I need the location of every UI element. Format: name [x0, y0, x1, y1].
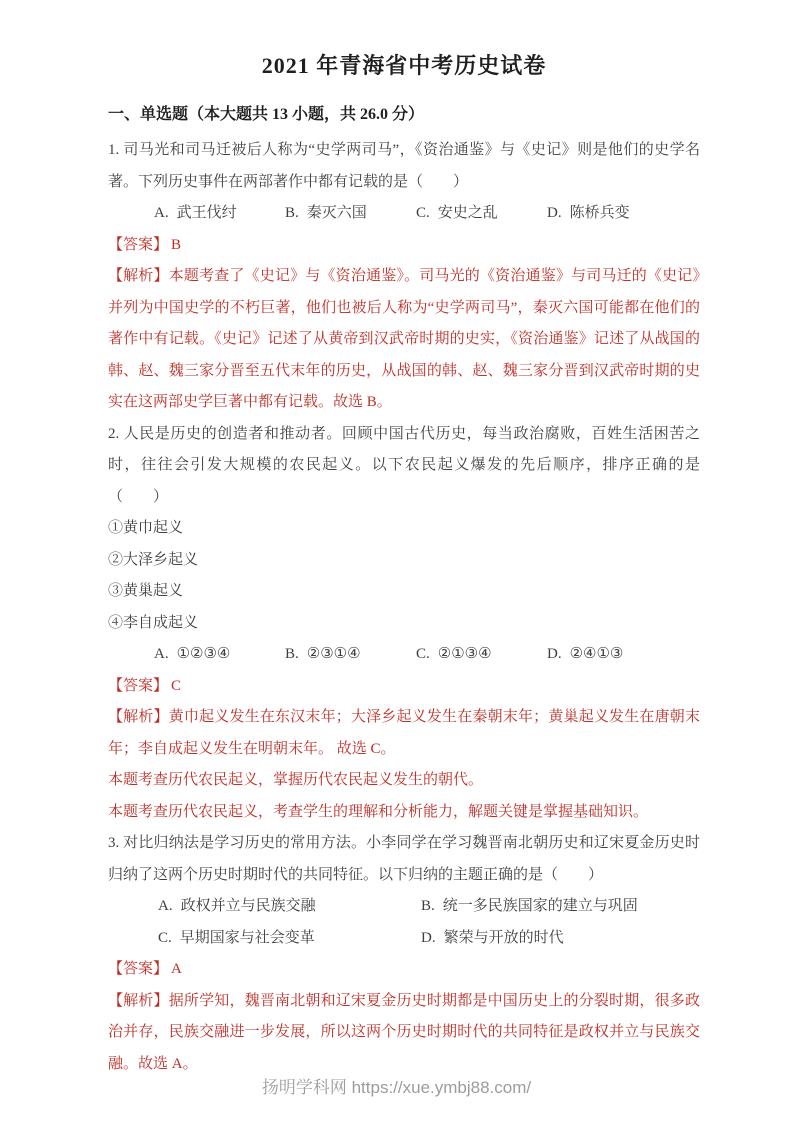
option-text: 统一多民族国家的建立与巩固	[442, 898, 638, 915]
question-block-1	[108, 135, 700, 419]
question-1-options	[108, 198, 700, 230]
option-text: 安史之乱	[437, 205, 498, 222]
question-3-answer	[108, 954, 700, 986]
question-2-option-d	[547, 639, 623, 671]
option-label: D.	[547, 646, 562, 663]
question-1-option-c	[416, 198, 547, 230]
option-text: ①②③④	[176, 646, 231, 663]
question-3-option-d	[421, 923, 700, 955]
question-2-item-3: ③黄巢起义	[108, 583, 184, 600]
footer-site-name: 扬明学科网	[261, 1078, 347, 1097]
analysis-label: 【解析】	[108, 709, 169, 726]
option-text: 陈桥兵变	[569, 205, 630, 222]
question-block-2	[108, 419, 700, 829]
question-3-options	[108, 891, 700, 954]
option-label: D.	[547, 205, 562, 222]
footer-link[interactable]: https://xue.ymbj88.com/	[351, 1078, 532, 1097]
option-label: C.	[416, 646, 430, 663]
option-text: 早期国家与社会变革	[179, 929, 315, 946]
option-label: A.	[158, 898, 173, 915]
question-3-option-b	[421, 891, 700, 923]
question-3-analysis	[108, 986, 700, 1081]
analysis-label: 【解析】	[108, 992, 169, 1009]
question-3-option-a	[158, 891, 421, 923]
answer-label: 【答案】	[108, 677, 169, 694]
question-3-stem: 3. 对比归纳法是学习历史的常用方法。小李同学在学习魏晋南北朝历史和辽宋夏金历史时归纳了这两个历史时期时代的共同特征。以下归纳的主题正确的是（ ）	[108, 835, 700, 883]
question-2-item-1: ①黄巾起义	[108, 520, 184, 537]
question-2-option-a	[154, 639, 285, 671]
question-2-analysis-note-1: 本题考查历代农民起义，掌握历代农民起义发生的朝代。	[108, 772, 484, 789]
option-label: B.	[421, 898, 435, 915]
question-1-analysis	[108, 261, 700, 419]
question-2-analysis	[108, 702, 700, 765]
option-text: ②④①③	[569, 646, 624, 663]
option-label: A.	[154, 205, 169, 222]
analysis-label: 【解析】	[108, 268, 169, 285]
answer-value: A	[171, 961, 182, 978]
answer-value: C	[171, 677, 182, 694]
analysis-text: 黄巾起义发生在东汉末年；大泽乡起义发生在秦朝末年；黄巢起义发生在唐朝末年；李自成起义发生在明朝末年。 故选 C。	[108, 709, 700, 757]
section-heading: 一、单选题（本大题共 13 小题，共 26.0 分）	[108, 106, 425, 124]
option-label: D.	[421, 929, 436, 946]
question-2-analysis-note-2: 本题考查历代农民起义，考查学生的理解和分析能力，解题关键是掌握基础知识。	[108, 803, 649, 820]
option-text: ②③①④	[306, 646, 361, 663]
answer-label: 【答案】	[108, 236, 169, 253]
option-text: 秦灭六国	[306, 205, 367, 222]
option-text: 武王伐纣	[176, 205, 237, 222]
question-2-item-2: ②大泽乡起义	[108, 551, 199, 568]
option-label: B.	[285, 646, 299, 663]
question-1-answer	[108, 230, 700, 262]
footer-watermark	[0, 1073, 793, 1098]
option-text: 繁荣与开放的时代	[443, 929, 564, 946]
question-1-stem: 1. 司马光和司马迁被后人称为“史学两司马”，《资治通鉴》与《史记》则是他们的史学名著。下列历史事件在两部著作中都有记载的是（ ）	[108, 142, 700, 190]
option-label: A.	[154, 646, 169, 663]
analysis-text: 本题考查了《史记》与《资治通鉴》。司马光的《资治通鉴》与司马迁的《史记》并列为中国史学的不朽巨著，他们也被后人称为“史学两司马”，秦灭六国可能都在他们的著作中有记载。《史记》记述了从黄帝到汉武帝时期的史实，《资治通鉴》记述了从战国的韩、赵、魏三家分晋至五代末年的历史，从战国的韩、赵、魏三家分晋到汉武帝时期的史实在这两部史学巨著中都有记载。故选 B。	[108, 268, 700, 411]
page-title: 2021 年青海省中考历史试卷	[261, 53, 547, 78]
question-1-option-d	[547, 198, 630, 230]
question-3-option-c	[158, 923, 421, 955]
question-2-answer	[108, 671, 700, 703]
option-text: ②①③④	[437, 646, 492, 663]
analysis-text: 据所学知，魏晋南北朝和辽宋夏金历史时期都是中国历史上的分裂时期，很多政治并存，民族交融进一步发展，所以这两个历史时期时代的共同特征是政权并立与民族交融。故选 A。	[108, 992, 700, 1072]
question-1-option-b	[285, 198, 416, 230]
question-2-item-4: ④李自成起义	[108, 614, 199, 631]
answer-label: 【答案】	[108, 961, 169, 978]
question-2-option-c	[416, 639, 547, 671]
option-text: 政权并立与民族交融	[180, 898, 316, 915]
question-2-option-b	[285, 639, 416, 671]
question-2-options	[108, 639, 700, 671]
option-label: C.	[416, 205, 430, 222]
option-label: C.	[158, 929, 172, 946]
question-2-stem: 2. 人民是历史的创造者和推动者。回顾中国古代历史，每当政治腐败，百姓生活困苦之时，往往会引发大规模的农民起义。以下农民起义爆发的先后顺序，排序正确的是（ ）	[108, 425, 700, 505]
question-block-3	[108, 828, 700, 1080]
option-label: B.	[285, 205, 299, 222]
question-1-option-a	[154, 198, 285, 230]
answer-value: B	[171, 236, 182, 253]
